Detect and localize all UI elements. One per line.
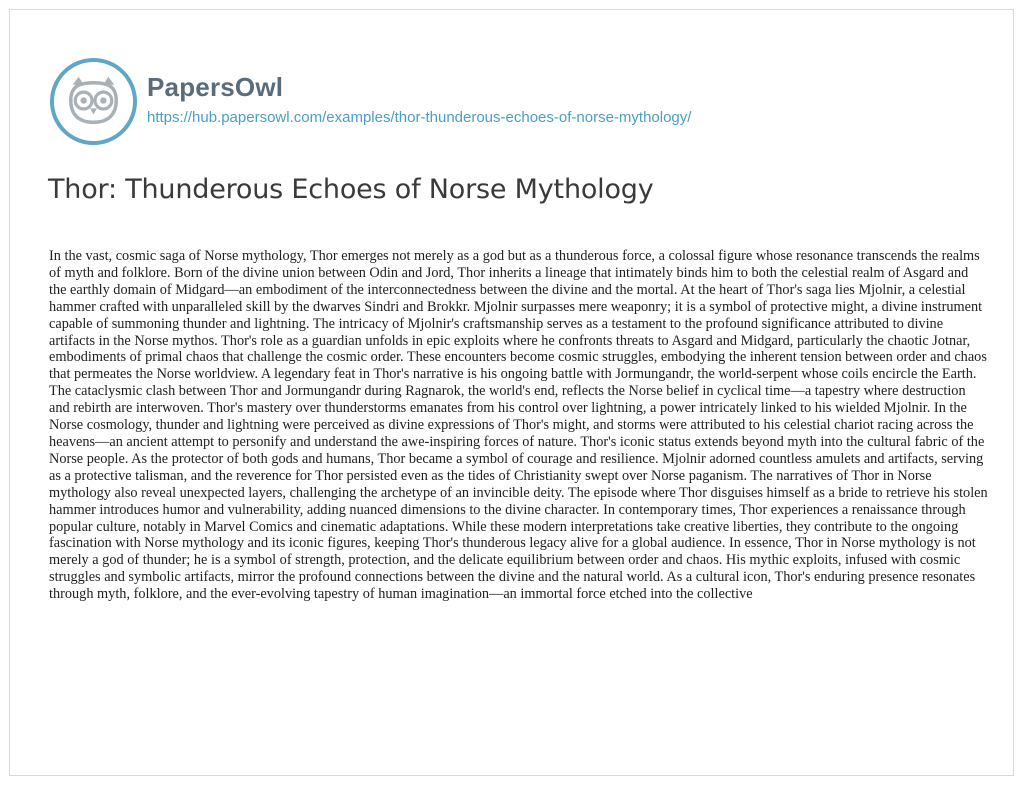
header [49,57,691,146]
brand-block [147,71,691,127]
essay-body: In the vast, cosmic saga of Norse mythology, Thor emerges not merely as a god but as a thunderous force, a colossal figure whose resonance transcends the realms of myth and folklore. Born of the divine union between Odin and Jord, Thor inherits a lineage that intimately binds him to both the celestial realm of Asgard and the earthly domain of Midgard—an embodiment of the interconnectedness between the divine and the mortal. At the heart of Thor's saga lies Mjolnir, a celestial hammer crafted with unparalleled skill by the dwarves Sindri and Brokkr. Mjolnir surpasses mere weaponry; it is a symbol of protective might, a divine instrument capable of summoning thunder and lightning. The intricacy of Mjolnir's craftsmanship serves as a testament to the profound significance attributed to divine artifacts in the Norse mythos. Thor's role as a guardian unfolds in epic exploits where he confronts threats to Asgard and Midgard, particularly the chaotic Jotnar, embodiments of primal chaos that challenge the cosmic order. These encounters become cosmic struggles, embodying the inherent tension between order and chaos that permeates the Norse worldview. A legendary feat in Thor's narrative is his ongoing battle with Jormungandr, the world-serpent whose coils encircle the Earth. The cataclysmic clash between Thor and Jormungandr during Ragnarok, the world's end, reflects the Norse belief in cyclical time—a tapestry where destruction and rebirth are interwoven. Thor's mastery over thunderstorms emanates from his control over lightning, a power intricately linked to his wielded Mjolnir. In the Norse cosmology, thunder and lightning were perceived as divine expressions of Thor's might, and storms were attributed to his celestial chariot racing across the heavens—an ancient attempt to personify and understand the awe-inspiring forces of nature. Thor's iconic status extends beyond myth into the cultural fabric of the Norse people. As the protector of both gods and humans, Thor became a symbol of courage and resilience. Mjolnir adorned countless amulets and artifacts, serving as a protective talisman, and the reverence for Thor persisted even as the tides of Christianity swept over Norse paganism. The narratives of Thor in Norse mythology also reveal unexpected layers, challenging the archetype of an invincible deity. The episode where Thor disguises himself as a bride to retrieve his stolen hammer introduces humor and vulnerability, adding nuanced dimensions to the divine character. In contemporary times, Thor experiences a renaissance through popular culture, notably in Marvel Comics and cinematic adaptations. While these modern interpretations take creative liberties, they contribute to the ongoing fascination with Norse mythology and its iconic figures, keeping Thor's thunderous legacy alive for a global audience. In essence, Thor in Norse mythology is not merely a god of thunder; he is a symbol of strength, protection, and the delicate equilibrium between order and chaos. His mythic exploits, infused with cosmic struggles and symbolic artifacts, mirror the profound connections between the divine and the natural world. As a cultural icon, Thor's enduring presence resonates through myth, folklore, and the ever-evolving tapestry of human imagination—an immortal force etched into the collective [49,248,988,603]
owl-logo-icon [49,57,138,146]
source-url: https://hub.papersowl.com/examples/thor-thunderous-echoes-of-norse-mythology/ [147,109,692,126]
essay-title: Thor: Thunderous Echoes of Norse Mythology [48,174,654,205]
brand-name: PapersOwl [147,72,284,102]
